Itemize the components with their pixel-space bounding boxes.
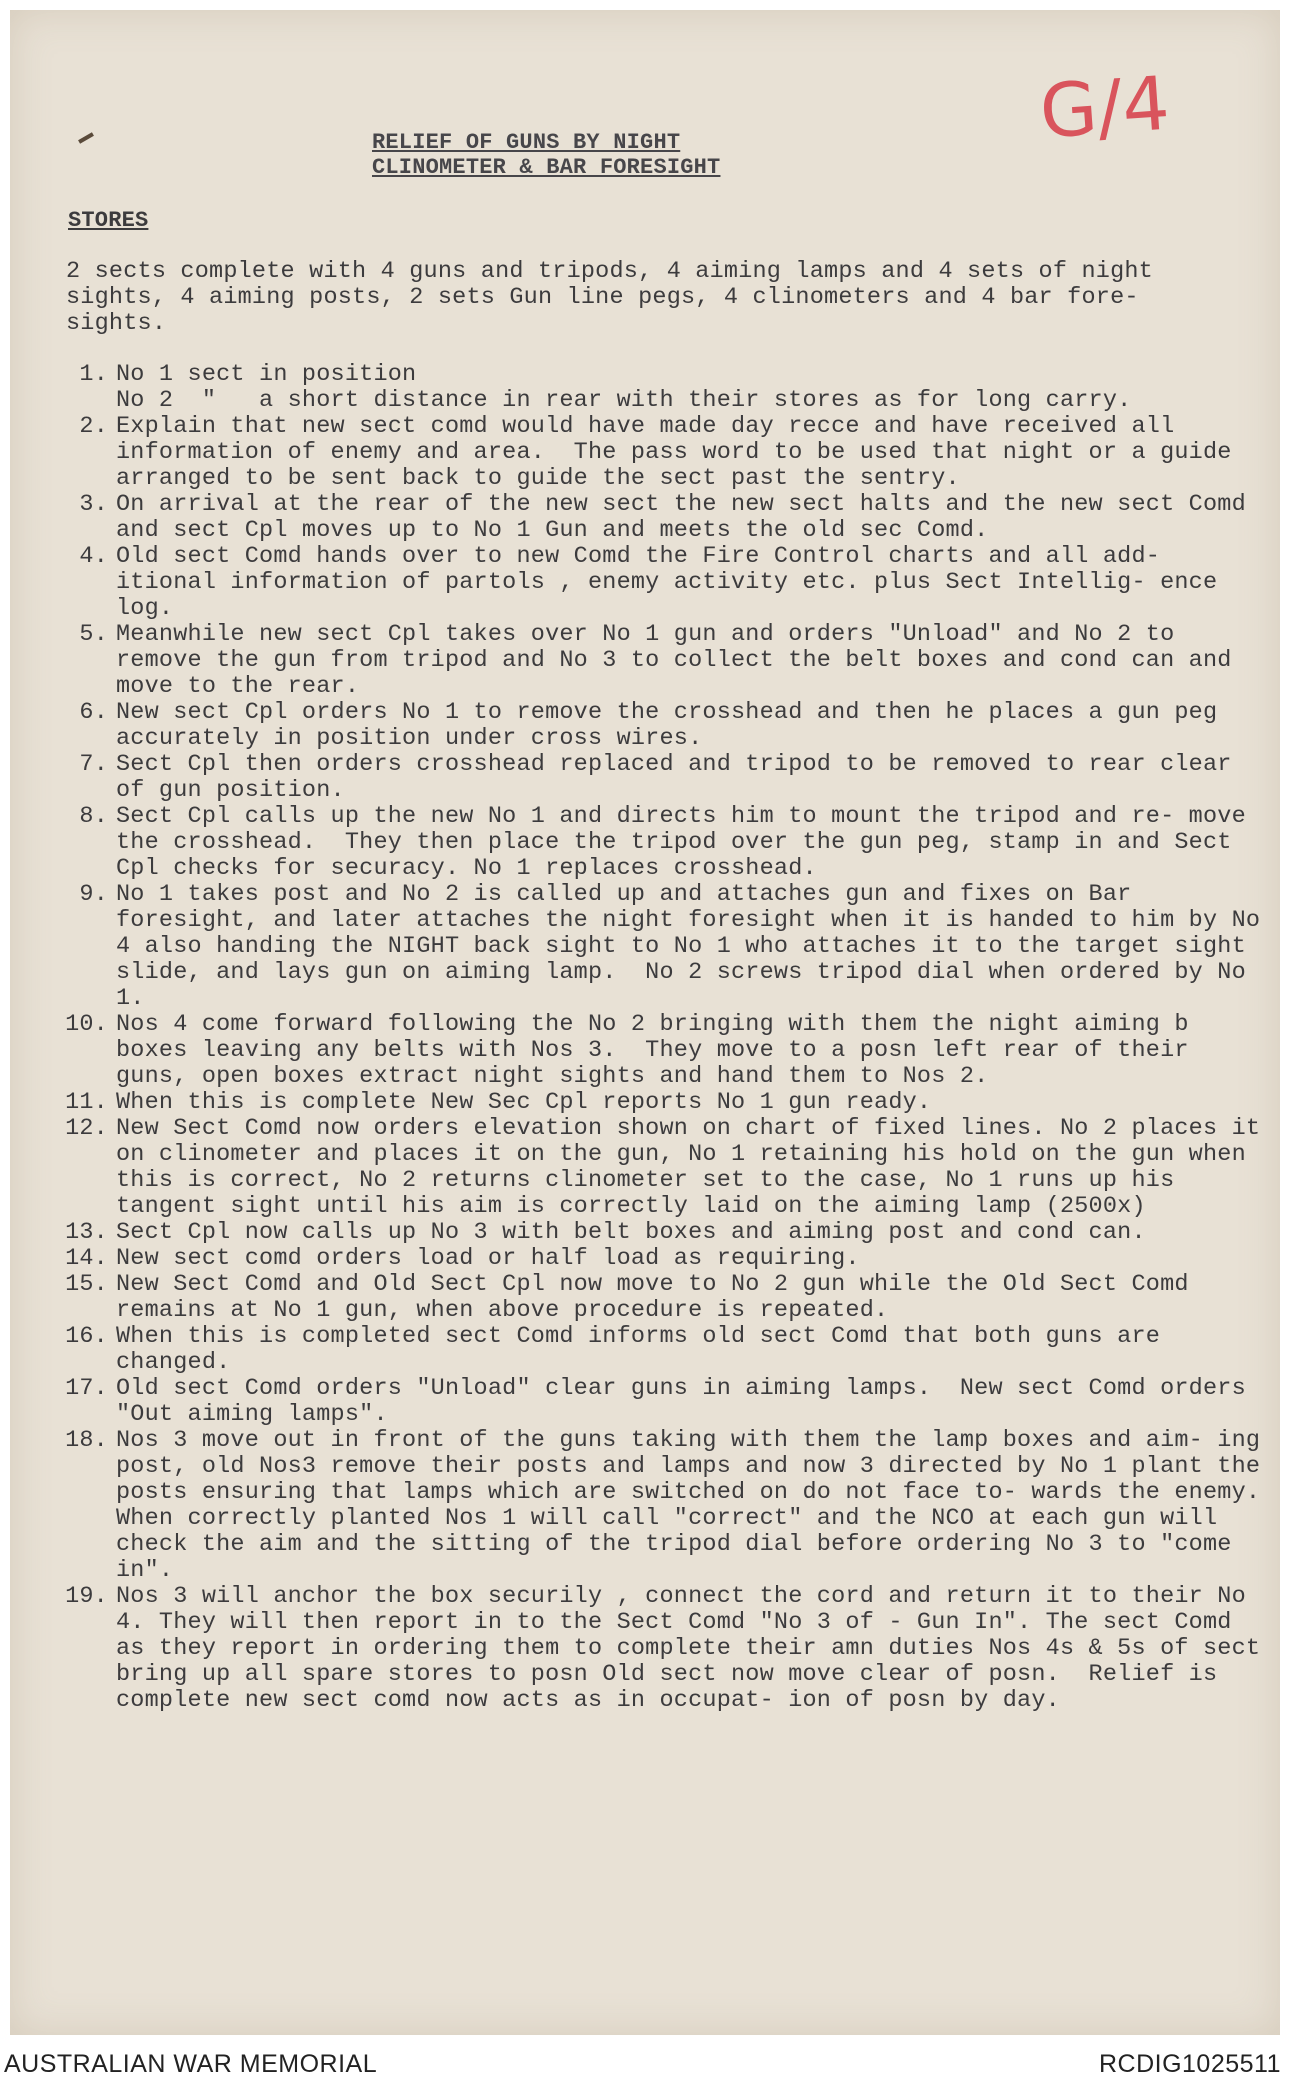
document-page [10, 10, 1289, 2035]
title-line-2: CLINOMETER & BAR FORESIGHT [372, 155, 721, 180]
item-text: Nos 3 will anchor the box securily , connect the cord and return it to their No 4. They will then report in to the Sect Comd "No 3 of - Gun In". The sect Comd as they report in ordering them to complete their amn duties Nos 4s & 5s of sect bring up all spare stores to posn Old sect now move clear of posn. Relief is complete new sect comd now acts as in occupat- ion of posn by day. [116, 1583, 1275, 1714]
item-text: New Sect Comd and Old Sect Cpl now move to No 2 gun while the Old Sect Comd remains at No 1 gun, when above procedure is repeated. [116, 1271, 1203, 1324]
item-number: 18. [65, 1427, 108, 1454]
item-number: 5. [79, 621, 108, 648]
item-text: On arrival at the rear of the new sect the new sect halts and the new sect Comd and sect Cpl moves up to No 1 Gun and meets the old sec Comd. [116, 491, 1261, 544]
list-item [38, 1272, 1268, 1324]
item-number: 3. [79, 491, 108, 518]
archive-footer [0, 2050, 1291, 2082]
item-text: New sect Cpl orders No 1 to remove the crosshead and then he places a gun peg accurately in position under cross wires. [116, 699, 1232, 752]
list-item [38, 1012, 1268, 1090]
document-title [372, 130, 720, 180]
list-item [38, 1115, 1275, 1220]
handwritten-annotation: G/4 [1037, 60, 1173, 156]
list-item [38, 622, 1268, 700]
item-number: 6. [79, 699, 108, 726]
title-line-1: RELIEF OF GUNS BY NIGHT [372, 130, 681, 155]
list-item [38, 1324, 1268, 1376]
item-number: 15. [65, 1271, 108, 1298]
item-number: 4. [79, 543, 108, 570]
item-number: 7. [79, 751, 108, 778]
item-number: 16. [65, 1323, 108, 1350]
item-number: 12. [65, 1115, 108, 1142]
item-text: Meanwhile new sect Cpl takes over No 1 gun and orders "Unload" and No 2 to remove the gun from tripod and No 3 to collect the belt boxes and cond can and move to the rear. [116, 621, 1246, 700]
list-item [38, 1090, 1268, 1116]
list-item [38, 1583, 1275, 1714]
stores-heading: STORES [68, 208, 149, 233]
item-number: 13. [65, 1219, 108, 1246]
list-item [38, 700, 1268, 752]
item-text: Nos 3 move out in front of the guns taking with them the lamp boxes and aim- ing post, old Nos3 remove their posts and lamps and now 3 directed by No 1 plant the posts ensuring that lamps which are switched on do not face to- wards the enemy. When correctly planted Nos 1 will call "correct" and the NCO at each gun will check the aim and the sitting of the tripod dial before ordering No 3 to "come in". [116, 1427, 1289, 1584]
list-item [38, 362, 1268, 414]
item-text: Sect Cpl now calls up No 3 with belt boxes and aiming post and cond can. [116, 1219, 1146, 1246]
list-item [38, 881, 1275, 1012]
item-text: Old sect Comd hands over to new Comd the Fire Control charts and all add- itional information of partols , enemy activity etc. plus Sect Intellig- ence log. [116, 543, 1232, 622]
stores-paragraph: 2 sects complete with 4 guns and tripods, 4 aiming lamps and 4 sets of night sights, 4 aiming posts, 2 sets Gun line pegs, 4 clinometers and 4 bar fore- sights. [66, 258, 1153, 337]
item-number: 14. [65, 1245, 108, 1272]
footer-institution: AUSTRALIAN WAR MEMORIAL [4, 2050, 378, 2078]
item-text: New sect comd orders load or half load as requiring. [116, 1245, 860, 1272]
item-number: 10. [65, 1011, 108, 1038]
pencil-mark [78, 132, 94, 143]
item-text: No 1 takes post and No 2 is called up and attaches gun and fixes on Bar foresight, and later attaches the night foresight when it is handed to him by No 4 also handing the NIGHT back sight to No 1 who attaches it to the target sight slide, and lays gun on aiming lamp. No 2 screws tripod dial when ordered by No 1. [116, 881, 1275, 1012]
item-text: When this is complete New Sec Cpl reports No 1 gun ready. [116, 1089, 932, 1116]
item-number: 2. [79, 413, 108, 440]
footer-record-id: RCDIG1025511 [1098, 2050, 1281, 2078]
item-text: New Sect Comd now orders elevation shown on chart of fixed lines. No 2 places it on clinometer and places it on the gun, No 1 retaining his hold on the gun when this is correct, No 2 returns clinometer set to the case, No 1 runs up his tangent sight until his aim is correctly laid on the aiming lamp (2500x) [116, 1115, 1275, 1220]
list-item [38, 752, 1268, 804]
item-number: 19. [65, 1583, 108, 1610]
item-text: Sect Cpl calls up the new No 1 and directs him to mount the tripod and re- move the crosshead. They then place the tripod over the gun peg, stamp in and Sect Cpl checks for securacy. No 1 replaces crosshead. [116, 803, 1261, 882]
item-text: When this is completed sect Comd informs old sect Comd that both guns are changed. [116, 1323, 1175, 1376]
list-item [38, 1246, 1268, 1272]
item-text: No 1 sect in position No 2 " a short distance in rear with their stores as for long carry. [116, 361, 1132, 414]
item-text: Nos 4 come forward following the No 2 bringing with them the night aiming b boxes leaving any belts with Nos 3. They move to a posn left rear of their guns, open boxes extract night sights and hand them to Nos 2. [116, 1011, 1203, 1090]
item-number: 8. [79, 803, 108, 830]
list-item [38, 1376, 1268, 1428]
item-text: Old sect Comd orders "Unload" clear guns in aiming lamps. New sect Comd orders "Out aiming lamps". [116, 1375, 1261, 1428]
item-number: 9. [79, 881, 108, 908]
item-number: 11. [65, 1089, 108, 1116]
list-item [38, 414, 1268, 492]
item-number: 17. [65, 1375, 108, 1402]
list-item [38, 804, 1268, 882]
list-item [38, 544, 1268, 622]
list-item [38, 492, 1268, 544]
procedure-list [38, 361, 1289, 1714]
item-text: Sect Cpl then orders crosshead replaced and tripod to be removed to rear clear of gun position. [116, 751, 1246, 804]
item-number: 1. [79, 361, 108, 388]
list-item [38, 1427, 1289, 1584]
list-item [38, 1220, 1268, 1246]
item-text: Explain that new sect comd would have made day recce and have received all information of enemy and area. The pass word to be used that night or a guide arranged to be sent back to guide the sect past the sentry. [116, 413, 1246, 492]
